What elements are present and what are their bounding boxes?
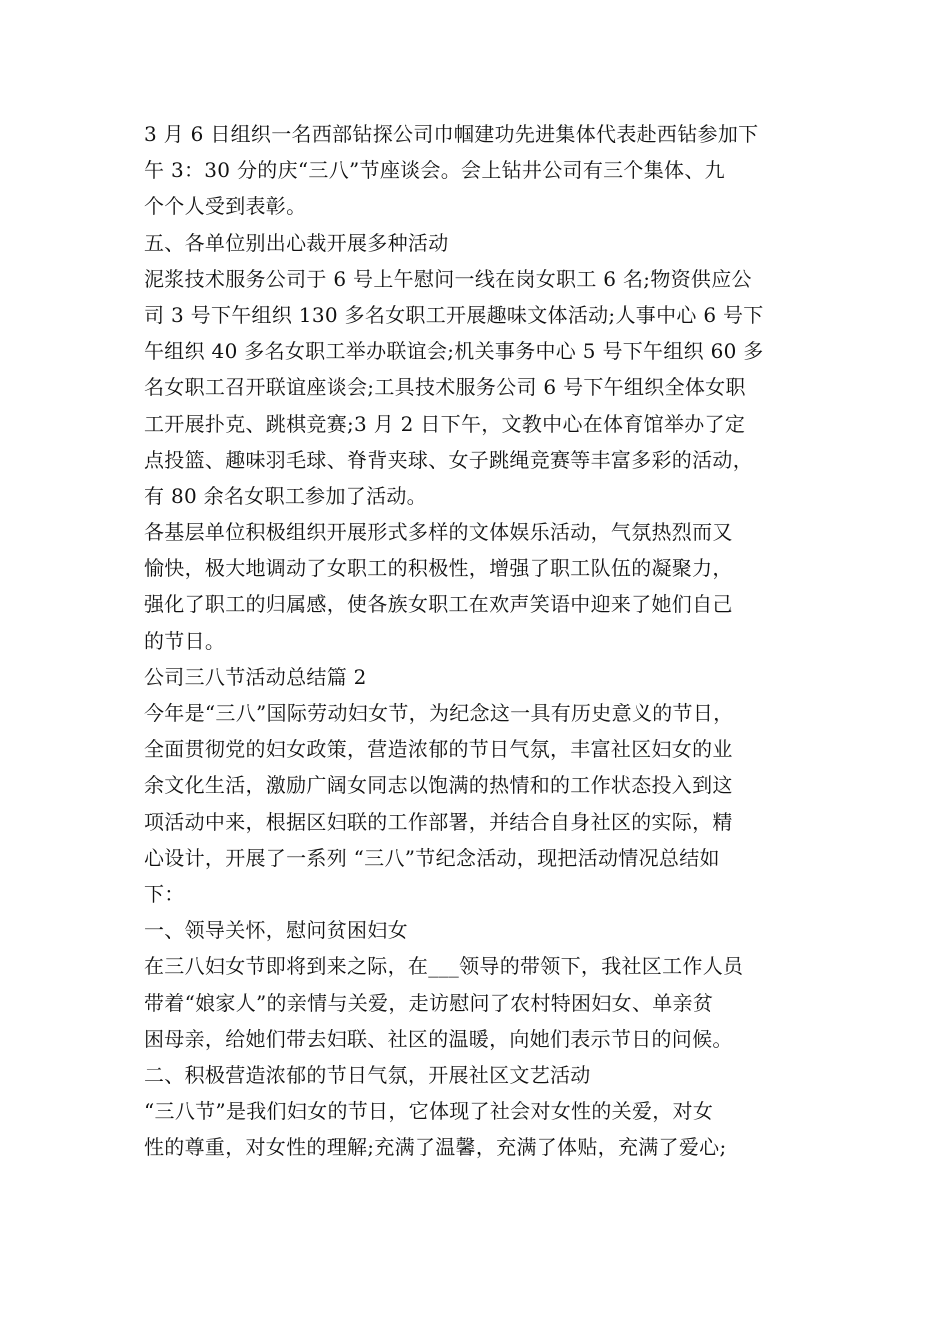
section-heading: 二、积极营造浓郁的节日气氛，开展社区文艺活动 <box>144 1062 591 1087</box>
body-line: 愉快，极大地调动了女职工的积极性，增强了职工队伍的凝聚力， <box>144 556 733 581</box>
body-line: 个个人受到表彰。 <box>144 194 307 219</box>
body-line: 余文化生活，激励广阔女同志以饱满的热情和的工作状态投入到这 <box>144 773 733 798</box>
article-title: 公司三八节活动总结篇 2 <box>144 664 367 689</box>
body-line: 带着“娘家人”的亲情与关爱，走访慰问了农村特困妇女、单亲贫 <box>144 990 714 1015</box>
body-line: 3 月 6 日组织一名西部钻探公司巾帼建功先进集体代表赴西钻参加下 <box>144 122 759 146</box>
document-body <box>144 116 814 1165</box>
body-line: 午 3：30 分的庆“三八”节座谈会。会上钻井公司有三个集体、九 <box>144 158 725 183</box>
body-line: “三八节”是我们妇女的节日，它体现了社会对女性的关爱，对女 <box>144 1099 714 1124</box>
body-line: 泥浆技术服务公司于 6 号上午慰问一线在岗女职工 6 名;物资供应公 <box>144 266 752 291</box>
section-heading: 一、领导关怀，慰问贫困妇女 <box>144 918 408 943</box>
body-line: 司 3 号下午组织 130 多名女职工开展趣味文体活动;人事中心 6 号下 <box>144 302 764 327</box>
body-line: 各基层单位积极组织开展形式多样的文体娱乐活动，气氛热烈而又 <box>144 520 733 545</box>
body-line: 下： <box>144 881 185 906</box>
body-line: 工开展扑克、跳棋竞赛;3 月 2 日下午，文教中心在体育馆举办了定 <box>144 411 746 436</box>
body-line: 点投篮、趣味羽毛球、脊背夹球、女子跳绳竞赛等丰富多彩的活动， <box>144 447 753 472</box>
body-line: 午组织 40 多名女职工举办联谊会;机关事务中心 5 号下午组织 60 多 <box>144 339 764 364</box>
section-heading: 五、各单位别出心裁开展多种活动 <box>144 230 449 255</box>
body-line: 困母亲，给她们带去妇联、社区的温暖，向她们表示节日的问候。 <box>144 1026 733 1051</box>
body-line: 今年是“三八”国际劳动妇女节，为纪念这一具有历史意义的节日， <box>144 701 734 725</box>
body-line: 名女职工召开联谊座谈会;工具技术服务公司 6 号下午组织全体女职 <box>144 375 746 400</box>
body-line: 性的尊重，对女性的理解;充满了温馨，充满了体贴，充满了爱心; <box>144 1135 727 1160</box>
body-line: 在三八妇女节即将到来之际，在___领导的带领下，我社区工作人员 <box>144 954 744 979</box>
body-line: 有 80 余名女职工参加了活动。 <box>144 483 427 508</box>
body-line: 项活动中来，根据区妇联的工作部署，并结合自身社区的实际，精 <box>144 809 733 834</box>
body-line: 的节日。 <box>144 628 226 653</box>
body-line: 强化了职工的归属感，使各族女职工在欢声笑语中迎来了她们自己 <box>144 592 733 617</box>
body-line: 全面贯彻党的妇女政策，营造浓郁的节日气氛，丰富社区妇女的业 <box>144 737 733 762</box>
body-line: 心设计，开展了一系列 “三八”节纪念活动，现把活动情况总结如 <box>144 845 720 870</box>
